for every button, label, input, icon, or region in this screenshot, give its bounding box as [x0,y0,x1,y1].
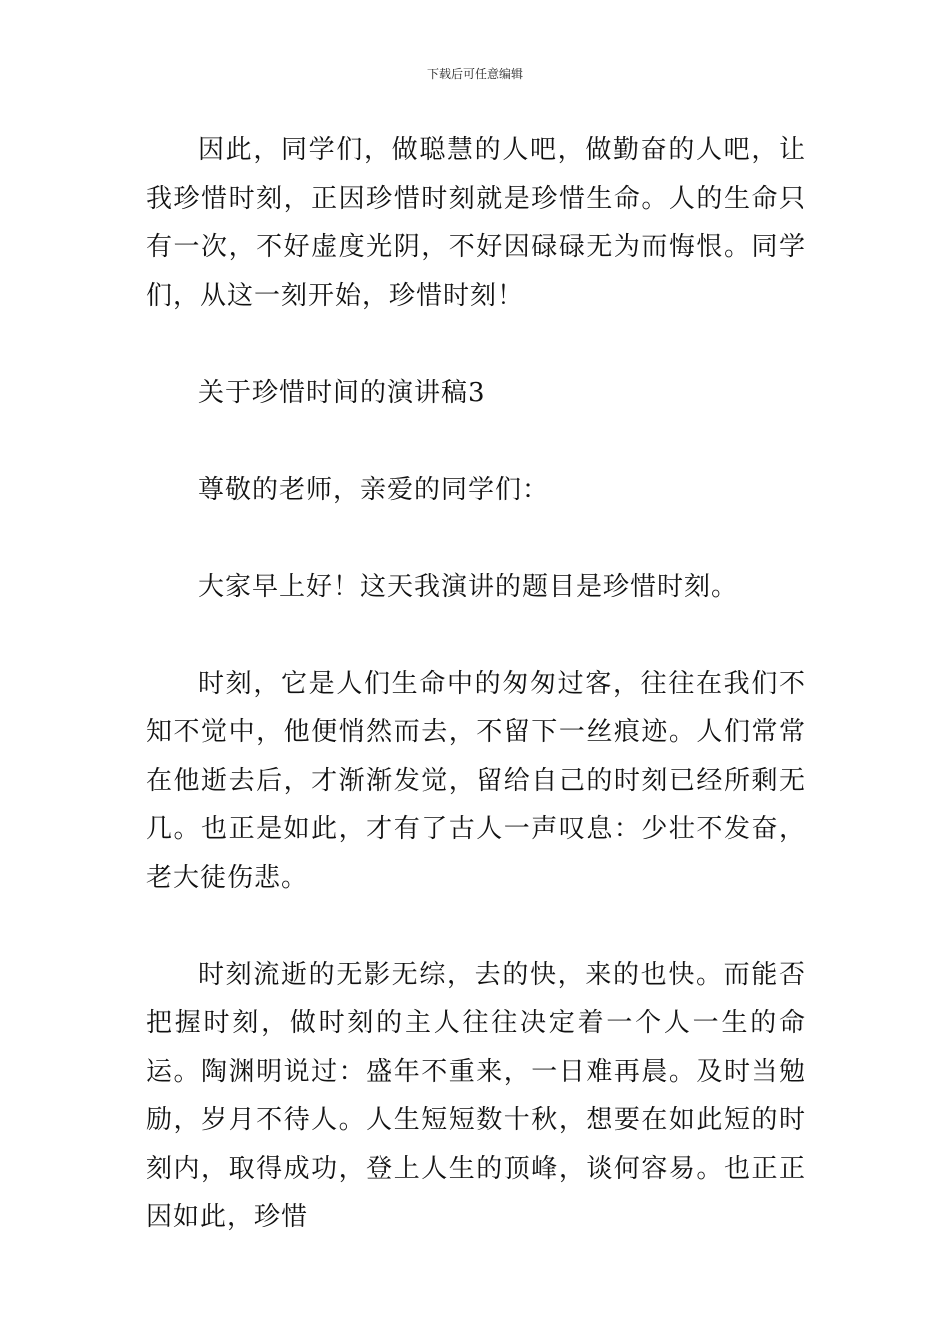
document-body [146,126,806,1242]
paragraph-salutation: 尊敬的老师，亲爱的同学们： [198,474,550,505]
paragraph-time-passing: 时刻，它是人们生命中的匆匆过客，往往在我们不知不觉中，他便悄然而去，不留下一丝痕迹。人们常常在他逝去后，才渐渐发觉，留给自己的时刻已经所剩无几。也正是如此，才有了古人一声叹息：少壮不发奋，老大徒伤悲。 [146,668,806,893]
paragraph-conclusion: 因此，同学们，做聪慧的人吧，做勤奋的人吧，让我珍惜时刻，正因珍惜时刻就是珍惜生命。人的生命只有一次，不好虚度光阴，不好因碌碌无为而悔恨。同学们，从这一刻开始，珍惜时刻！ [146,135,806,311]
paragraph-gap [146,902,806,951]
paragraph-gap [146,320,806,369]
paragraph-gap [146,611,806,660]
paragraph-seize-time: 时刻流逝的无影无综，去的快，来的也快。而能否把握时刻，做时刻的主人往往决定着一个人一生的命运。陶渊明说过：盛年不重来，一日难再晨。及时当勉励，岁月不待人。人生短短数十秋，想要在如此短的时刻内，取得成功，登上人生的顶峰，谈何容易。也正正因如此，珍惜 [146,959,806,1232]
paragraph-gap [146,514,806,563]
page-header: 下载后可任意编辑 [426,67,523,81]
section-title: 关于珍惜时间的演讲稿3 [198,377,486,408]
paragraph-greeting: 大家早上好！这天我演讲的题目是珍惜时刻。 [198,571,739,602]
paragraph-gap [146,417,806,466]
